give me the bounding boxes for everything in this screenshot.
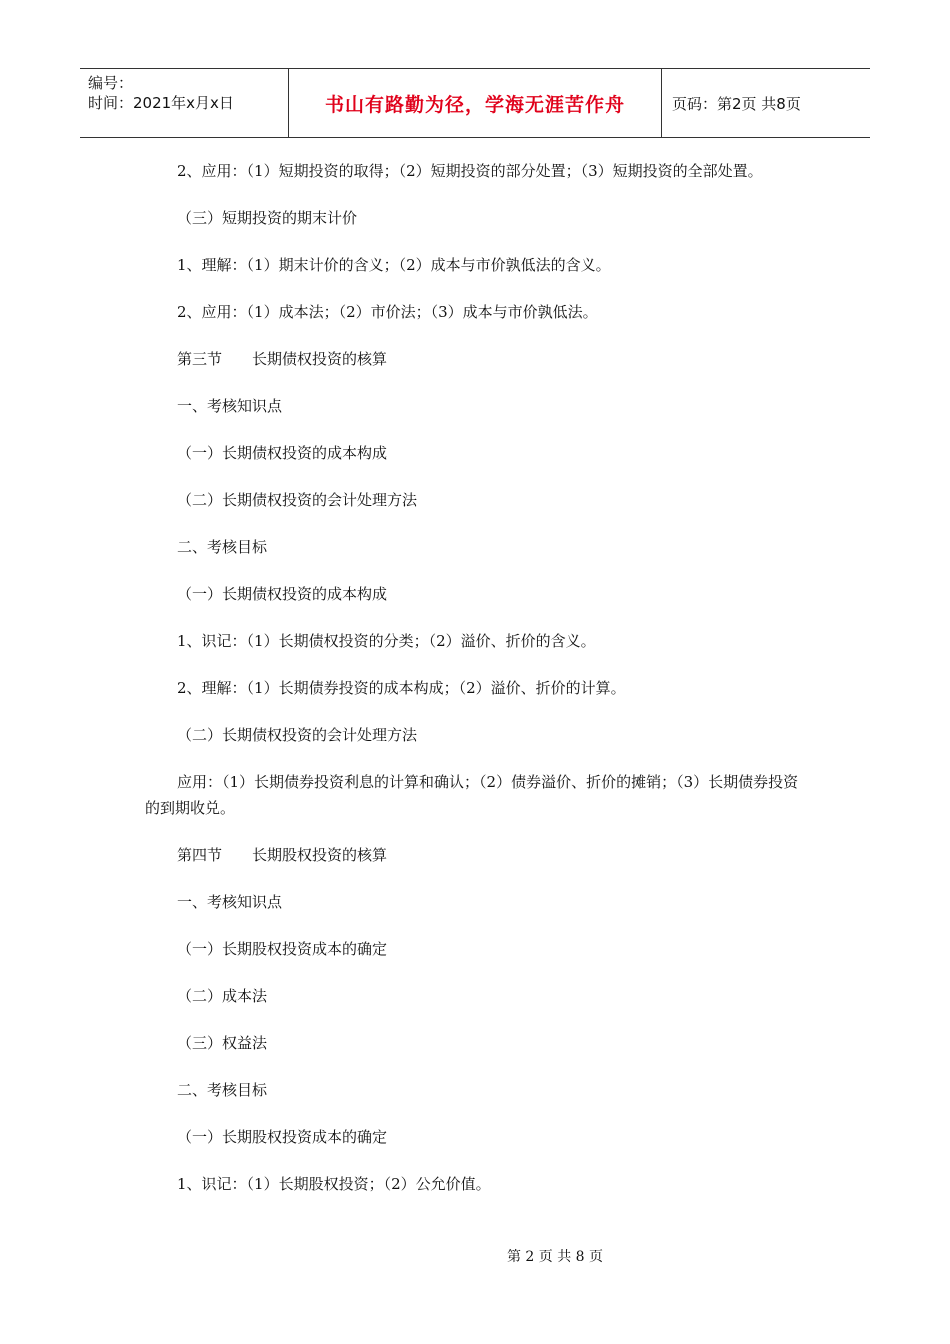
document-number: 编号： — [88, 74, 134, 92]
paragraph: （三）短期投资的期末计价 — [177, 209, 358, 227]
paragraph: 二、考核目标 — [177, 538, 268, 556]
page-header — [80, 68, 870, 138]
paragraph: （一）长期债权投资的成本构成 — [177, 444, 388, 462]
paragraph: （一）长期股权投资成本的确定 — [177, 1128, 388, 1146]
paragraph: 应用：（1）长期债券投资利息的计算和确认；（2）债券溢价、折价的摊销；（3）长期债券投资的到期收兑。 — [145, 773, 799, 817]
paragraph: 2、应用：（1）短期投资的取得；（2）短期投资的部分处置；（3）短期投资的全部处置。 — [177, 162, 763, 180]
paragraph: 一、考核知识点 — [177, 893, 283, 911]
header-motto: 书山有路勤为径，学海无涯苦作舟 — [289, 69, 662, 137]
paragraph: （一）长期股权投资成本的确定 — [177, 940, 388, 958]
paragraph: （二）成本法 — [177, 987, 268, 1005]
paragraph: 1、理解：（1）期末计价的含义；（2）成本与市价孰低法的含义。 — [177, 256, 611, 274]
paragraph: 一、考核知识点 — [177, 397, 283, 415]
section-heading: 第四节 长期股权投资的核算 — [177, 846, 388, 864]
paragraph: 二、考核目标 — [177, 1081, 268, 1099]
paragraph: 2、理解：（1）长期债券投资的成本构成；（2）溢价、折价的计算。 — [177, 679, 626, 697]
document-body — [145, 158, 810, 1218]
paragraph: 2、应用：（1）成本法；（2）市价法；（3）成本与市价孰低法。 — [177, 303, 598, 321]
paragraph: （三）权益法 — [177, 1034, 268, 1052]
paragraph: （二）长期债权投资的会计处理方法 — [177, 491, 418, 509]
header-meta — [80, 69, 289, 137]
paragraph: 1、识记：（1）长期股权投资；（2）公允价值。 — [177, 1175, 491, 1193]
paragraph: （一）长期债权投资的成本构成 — [177, 585, 388, 603]
section-heading: 第三节 长期债权投资的核算 — [177, 350, 388, 368]
header-page-code: 页码：第2页 共8页 — [672, 94, 801, 113]
paragraph: 1、识记：（1）长期债权投资的分类；（2）溢价、折价的含义。 — [177, 632, 596, 650]
footer-page-number: 第 2 页 共 8 页 — [506, 1249, 604, 1265]
paragraph: （二）长期债权投资的会计处理方法 — [177, 726, 418, 744]
page-footer — [0, 1246, 950, 1266]
document-time: 时间：2021年x月x日 — [88, 94, 234, 112]
